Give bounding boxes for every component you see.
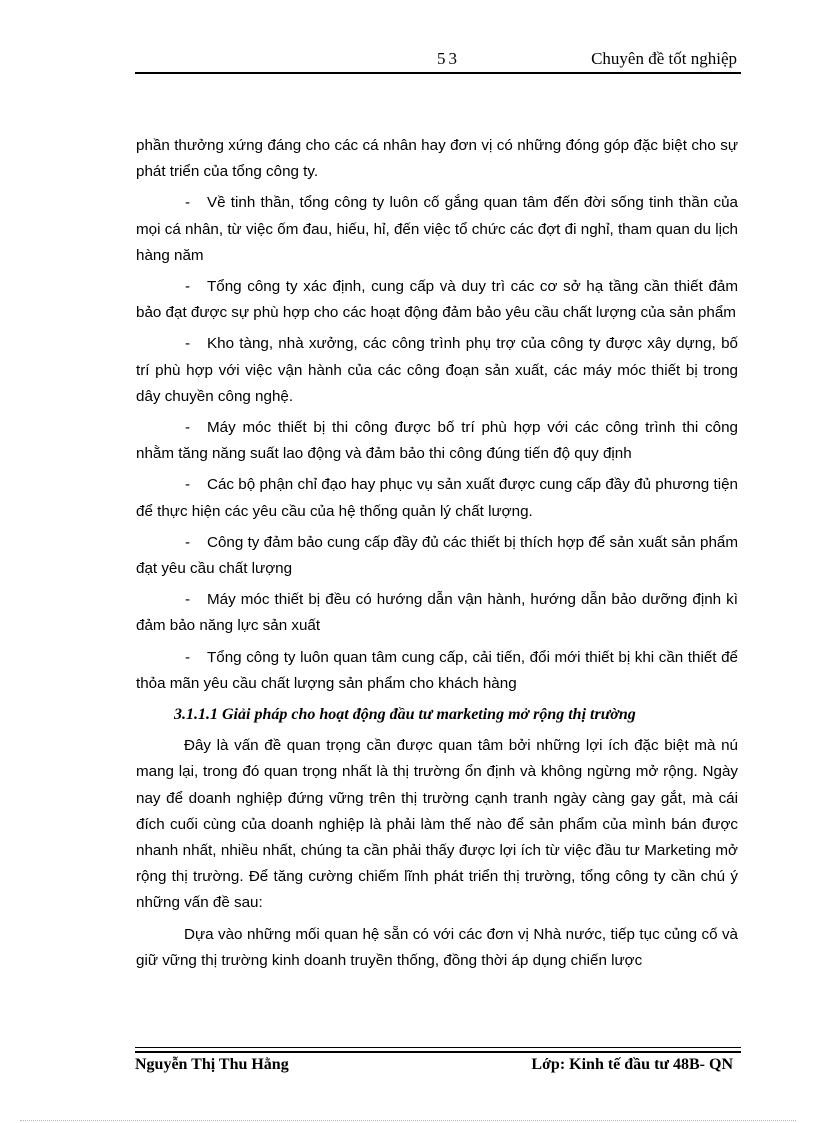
- bullet-text: Máy móc thiết bị đều có hướng dẫn vận hành, hướng dẫn bảo dưỡng định kì đảm bảo năng lực sản xuất: [136, 591, 738, 635]
- header-rule: [135, 72, 741, 74]
- page-header: [135, 49, 741, 71]
- document-body: [136, 133, 738, 979]
- bullet-item: [136, 274, 738, 326]
- class-label: Lớp: Kinh tế đầu tư 48B- QN: [531, 1056, 733, 1073]
- bullet-item: [136, 190, 738, 269]
- bullet-item: [136, 530, 738, 582]
- bullet-dash: -: [185, 591, 191, 609]
- bullet-text: Tổng công ty luôn quan tâm cung cấp, cải tiến, đổi mới thiết bị khi cần thiết để thỏa mãn yêu cầu chất lượng sản phẩm cho khách hàng: [136, 648, 738, 692]
- section-heading: 3.1.1.1 Giải pháp cho hoạt động đầu tư marketing mở rộng thị trường: [174, 706, 636, 724]
- bullet-dash: -: [185, 476, 191, 494]
- bullet-text: Máy móc thiết bị thi công được bố trí phù hợp với các công trình thi công nhằm tăng năng suất lao động và đảm bảo thi công đúng tiến độ quy định: [136, 419, 738, 463]
- bullet-text: Các bộ phận chỉ đạo hay phục vụ sản xuất được cung cấp đầy đủ phương tiện để thực hiện các yêu cầu của hệ thống quản lý chất lượng.: [136, 476, 738, 520]
- author-name: Nguyễn Thị Thu Hằng: [135, 1056, 289, 1073]
- bullet-item: [136, 472, 738, 524]
- bullet-text: Công ty đảm bảo cung cấp đầy đủ các thiết bị thích hợp để sản xuất sản phẩm đạt yêu cầu chất lượng: [136, 533, 738, 578]
- footer-rule: [135, 1047, 741, 1048]
- bullet-text: Về tinh thần, tổng công ty luôn cố gắng quan tâm đến đời sống tinh thần của mọi cá nhân, từ việc ốm đau, hiếu, hỉ, đến việc tổ chức các đợt đi nghỉ, tham quan du lịch hàng năm: [136, 194, 738, 264]
- bullet-text: Tổng công ty xác định, cung cấp và duy trì các cơ sở hạ tầng cần thiết đảm bảo đạt được sự phù hợp cho các hoạt động đảm bảo yêu cầu chất lượng của sản phẩm: [136, 278, 738, 322]
- bullet-item: [136, 587, 738, 639]
- bullet-dash: -: [185, 419, 191, 437]
- bullet-item: [136, 331, 738, 410]
- bullet-text: Kho tàng, nhà xưởng, các công trình phụ trợ của công ty được xây dựng, bố trí phù hợp với việc vận hành của các công đoạn sản xuất, các máy móc thiết bị trong dây chuyền công nghệ.: [136, 335, 738, 405]
- document-title: Chuyên đề tốt nghiệp: [591, 49, 737, 68]
- page-number: 53: [437, 49, 460, 68]
- page-footer: [135, 1056, 741, 1078]
- paragraph-continuation: phần thưởng xứng đáng cho các cá nhân hay đơn vị có những đóng góp đặc biệt cho sự phát triển của tổng công ty.: [136, 137, 738, 181]
- footer-rule-thick: [135, 1051, 741, 1053]
- bullet-dash: -: [185, 278, 191, 296]
- bullet-dash: -: [185, 335, 191, 353]
- bullet-dash: -: [185, 194, 191, 212]
- bullet-item: [136, 415, 738, 467]
- page-edge-dots: [20, 1120, 796, 1121]
- bullet-dash: -: [185, 533, 191, 551]
- bullet-item: [136, 645, 738, 697]
- bullet-dash: -: [185, 648, 191, 666]
- paragraph: Đây là vấn đề quan trọng cần được quan tâm bởi những lợi ích đặc biệt mà nú mang lại, trong đó quan trọng nhất là thị trường ổn định và không ngừng mở rộng. Ngày nay để doanh nghiệp đứng vững trên thị trường cạnh tranh ngày càng gay gắt, mà cái đích cuối cùng của doanh nghiệp là phải làm thế nào để sản phẩm của mình bán được nhanh nhất, nhiều nhất, chúng ta cần phải thấy được lợi ích từ việc đầu tư Marketing mở rộng thị trường. Để tăng cường chiếm lĩnh phát triển thị trường, tổng công ty cần chú ý những vấn đề sau:: [136, 737, 738, 912]
- paragraph: Dựa vào những mối quan hệ sẵn có với các đơn vị Nhà nước, tiếp tục củng cố và giữ vững thị trường kinh doanh truyền thống, đồng thời áp dụng chiến lược: [136, 925, 738, 969]
